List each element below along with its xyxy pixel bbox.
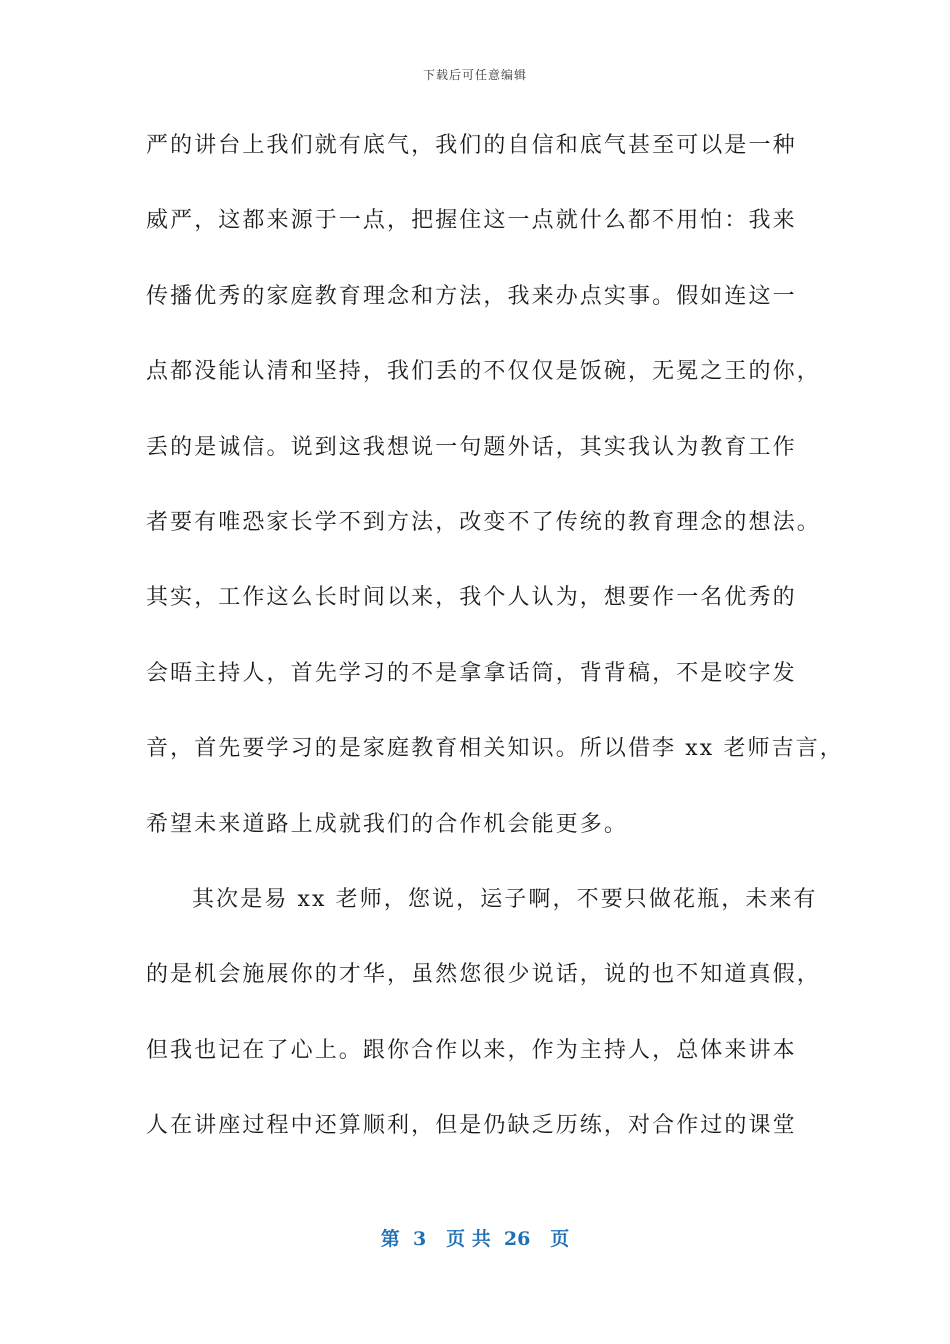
text-line: 希望未来道路上成就我们的合作机会能更多。 [146,811,629,837]
text-line: 者要有唯恐家长学不到方法，改变不了传统的教育理念的想法。 [146,509,821,535]
text-line: 其实，工作这么长时间以来，我个人认为，想要作一名优秀的 [146,585,797,611]
page-number-footer: 第 3 页 共 26 页 [380,1228,570,1250]
text-line: 的是机会施展你的才华，虽然您很少说话，说的也不知道真假， [146,962,821,988]
text-line: 传播优秀的家庭教育理念和方法，我来办点实事。假如连这一 [146,283,797,309]
text-line: 威严，这都来源于一点，把握住这一点就什么都不用怕：我来 [146,208,797,234]
text-line: 但我也记在了心上。跟你合作以来，作为主持人，总体来讲本 [146,1037,797,1063]
text-line: 会晤主持人，首先学习的不是拿拿话筒，背背稿，不是咬字发 [146,660,797,686]
text-line: 严的讲台上我们就有底气，我们的自信和底气甚至可以是一种 [146,133,797,158]
text-line: 丢的是诚信。说到这我想说一句题外话，其实我认为教育工作 [146,434,797,460]
text-line: 音，首先要学习的是家庭教育相关知识。所以借李 xx 老师吉言， [146,736,844,762]
text-line: 点都没能认清和坚持，我们丢的不仅仅是饭碗，无冕之王的你， [146,359,821,385]
paragraph-first-line: 其次是易 xx 老师，您说，运子啊，不要只做花瓶，未来有 [192,886,818,912]
body-text [146,124,844,1179]
page-header: 下载后可任意编辑 [422,68,527,82]
text-line: 人在讲座过程中还算顺利，但是仍缺乏历练，对合作过的课堂 [146,1113,797,1139]
